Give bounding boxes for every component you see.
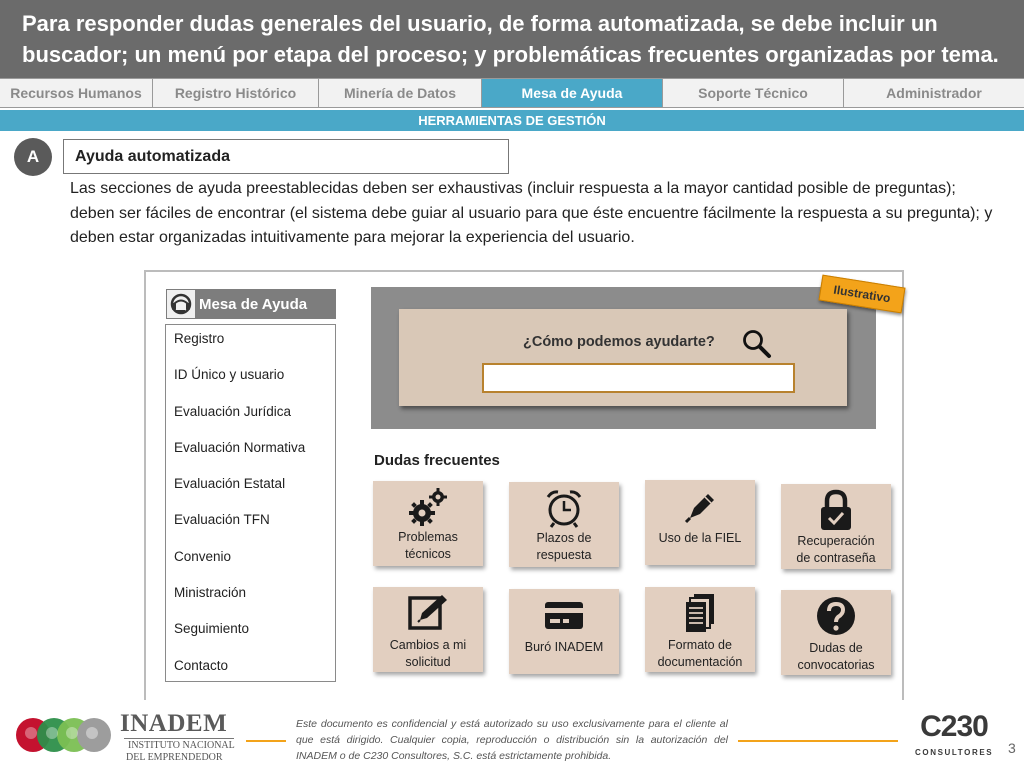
confidentiality-disclaimer: Este documento es confidencial y está autorizado su uso exclusivamente para el cliente al que está dirigido. Cualquier copia, reproducción o distribución sin la autorización del INADEM o de C230 Consultores, S.C. está estrictamente prohibida.	[296, 718, 728, 762]
section-description: Las secciones de ayuda preestablecidas deben ser exhaustivas (incluir respuesta a la mayor cantidad posible de preguntas); deben ser fáciles de encontrar (el sistema debe guiar al usuario para que éste encuentre fácilmente la respuesta a su pregunta); y deben estar organizadas intuitivamente para mejorar la experiencia del usuario.	[70, 180, 993, 246]
lock-icon	[781, 490, 891, 530]
tab-administrador[interactable]: Administrador	[844, 79, 1024, 107]
help-desk-logo-title: Mesa de Ayuda	[199, 295, 308, 313]
faq-label-line2: respuesta	[536, 548, 592, 562]
faq-card-cambios-solicitud[interactable]	[373, 587, 483, 672]
c230-wordmark: C230	[920, 710, 988, 743]
menu-item-evaluacion-tfn[interactable]: Evaluación TFN	[174, 512, 270, 528]
search-panel	[371, 287, 876, 429]
faq-label-line1: Recuperación	[797, 534, 875, 548]
menu-item-contacto[interactable]: Contacto	[174, 657, 229, 673]
tools-subbar: HERRAMIENTAS DE GESTIÓN	[0, 108, 1024, 131]
faq-card-formato-documentacion[interactable]	[645, 587, 755, 672]
c230-logo	[915, 710, 993, 762]
faq-card-dudas-convocatorias[interactable]	[781, 590, 891, 675]
faq-card-buro-inadem[interactable]	[509, 589, 619, 674]
inadem-subtitle-2: DEL EMPRENDEDOR	[126, 752, 223, 763]
inadem-name: INADEM	[120, 710, 228, 737]
faq-label-line1: Cambios a mi	[389, 638, 467, 652]
faq-card-recuperacion-contrasena[interactable]	[781, 484, 891, 569]
faq-label-line2: convocatorias	[797, 658, 875, 672]
search-box-container	[399, 309, 847, 406]
faq-label-line1: Dudas de	[809, 641, 863, 655]
faq-card-problemas-tecnicos[interactable]	[373, 481, 483, 566]
help-desk-logo-icon	[167, 290, 195, 318]
faq-label-line2: documentación	[657, 655, 743, 669]
faq-title: Dudas frecuentes	[374, 452, 500, 469]
faq-label-line1: Problemas	[398, 530, 458, 544]
faq-label-line1: Plazos de	[536, 531, 592, 545]
menu-item-evaluacion-estatal[interactable]: Evaluación Estatal	[174, 476, 286, 492]
edit-icon	[373, 593, 483, 633]
faq-label-line2: de contraseña	[796, 551, 876, 565]
inadem-subtitle-1: INSTITUTO NACIONAL	[128, 740, 235, 751]
tab-mineria-de-datos[interactable]: Minería de Datos	[319, 79, 482, 107]
slide-header	[0, 0, 1024, 78]
alarm-clock-icon	[509, 488, 619, 528]
tab-mesa-de-ayuda[interactable]: Mesa de Ayuda	[482, 79, 663, 107]
faq-card-uso-fiel[interactable]	[645, 480, 755, 565]
search-icon[interactable]	[741, 328, 773, 360]
faq-label-line1: Uso de la FIEL	[658, 531, 742, 545]
top-nav	[0, 78, 1024, 108]
slide-title: Para responder dudas generales del usuario, de forma automatizada, se debe incluir un buscador; un menú por etapa del proceso; y problemáticas frecuentes organizadas por tema.	[22, 11, 999, 67]
question-icon	[781, 596, 891, 636]
faq-label-line1: Buró INADEM	[524, 640, 604, 654]
search-question: ¿Cómo podemos ayudarte?	[523, 334, 715, 350]
menu-item-evaluacion-juridica[interactable]: Evaluación Jurídica	[174, 403, 292, 419]
tab-recursos-humanos[interactable]: Recursos Humanos	[0, 79, 153, 107]
menu-item-registro[interactable]: Registro	[174, 331, 225, 346]
search-input[interactable]	[482, 363, 795, 393]
inadem-rule	[124, 738, 234, 739]
inadem-circles-logo	[14, 716, 114, 754]
c230-subtitle: CONSULTORES	[915, 748, 994, 757]
help-desk-mockup	[144, 270, 904, 700]
pen-icon	[645, 486, 755, 526]
faq-label-line2: solicitud	[405, 655, 451, 669]
credit-card-icon	[509, 595, 619, 635]
footer-divider-right	[738, 740, 898, 742]
footer-divider-left	[246, 740, 286, 742]
menu-item-id-unico[interactable]: ID Único y usuario	[174, 367, 285, 383]
tab-registro-historico[interactable]: Registro Histórico	[153, 79, 319, 107]
faq-label-line2: técnicos	[405, 547, 451, 561]
tab-soporte-tecnico[interactable]: Soporte Técnico	[663, 79, 844, 107]
menu-item-ministracion[interactable]: Ministración	[174, 585, 247, 601]
faq-label-line1: Formato de	[668, 638, 732, 652]
gears-icon	[373, 487, 483, 527]
section-badge: A	[14, 138, 52, 176]
documents-icon	[645, 593, 755, 633]
menu-item-evaluacion-normativa[interactable]: Evaluación Normativa	[174, 439, 306, 455]
page-number: 3	[1008, 740, 1016, 756]
faq-card-plazos-de-respuesta[interactable]	[509, 482, 619, 567]
section-title: Ayuda automatizada	[63, 139, 509, 174]
process-stage-menu	[165, 324, 336, 682]
help-desk-logo-bar	[166, 289, 336, 319]
inadem-logo	[120, 710, 240, 765]
menu-item-seguimiento[interactable]: Seguimiento	[174, 621, 250, 637]
illustrative-ribbon: Ilustrativo	[818, 275, 905, 314]
menu-item-convenio[interactable]: Convenio	[174, 548, 232, 564]
